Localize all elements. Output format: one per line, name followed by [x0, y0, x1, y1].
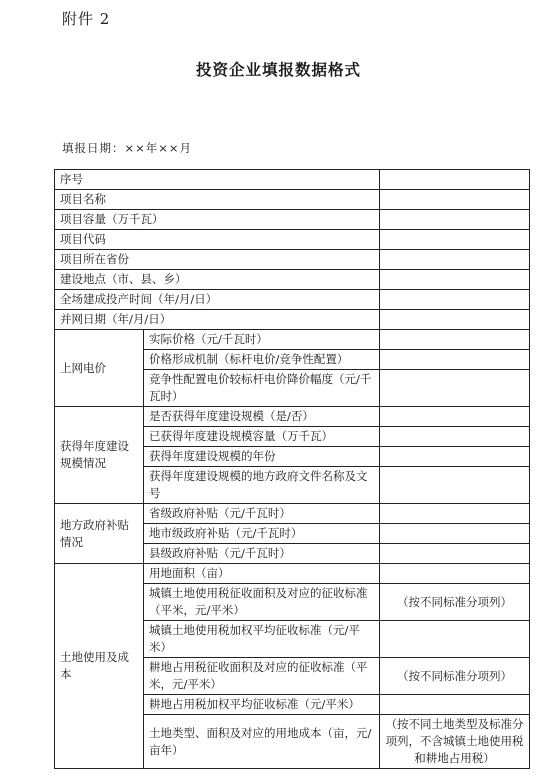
value-cell[interactable]	[380, 290, 530, 310]
row-label-farmland-tax-area: 耕地占用税征收面积及对应的征收标准（平米，元/平米）	[144, 658, 380, 695]
value-cell[interactable]	[380, 270, 530, 290]
value-cell[interactable]	[380, 350, 530, 370]
row-label-land-area: 用地面积（亩）	[144, 564, 380, 584]
table-row	[55, 290, 530, 310]
table-row	[55, 310, 530, 330]
table-row	[55, 230, 530, 250]
value-cell[interactable]	[380, 564, 530, 584]
report-date-line: 填报日期：××年××月	[62, 141, 193, 155]
table-row	[55, 270, 530, 290]
row-label-price-reduction: 竞争性配置电价较标杆电价降价幅度（元/千瓦时）	[144, 370, 380, 407]
value-cell[interactable]	[380, 695, 530, 715]
value-cell[interactable]	[380, 407, 530, 427]
row-label-scale-obtained: 是否获得年度建设规模（是/否）	[144, 407, 380, 427]
row-label-scale-document: 获得年度建设规模的地方政府文件名称及文号	[144, 467, 380, 504]
table-row	[55, 330, 530, 350]
value-cell[interactable]	[380, 250, 530, 270]
value-note-cell: （按不同标准分项列）	[380, 584, 530, 621]
group-label-grid-price: 上网电价	[55, 330, 144, 407]
value-cell[interactable]	[380, 621, 530, 658]
table-row	[55, 210, 530, 230]
table-row	[55, 564, 530, 584]
table-row	[55, 407, 530, 427]
value-cell[interactable]	[380, 310, 530, 330]
row-label-price-mechanism: 价格形成机制（标杆电价/竞争性配置）	[144, 350, 380, 370]
row-label-actual-price: 实际价格（元/千瓦时）	[144, 330, 380, 350]
row-label-grid-connection-date: 并网日期（年/月/日）	[55, 310, 380, 330]
row-label-project-code: 项目代码	[55, 230, 380, 250]
group-label-local-subsidy: 地方政府补贴情况	[55, 504, 144, 564]
table-row	[55, 504, 530, 524]
row-label-scale-capacity: 已获得年度建设规模容量（万千瓦）	[144, 427, 380, 447]
group-label-annual-scale: 获得年度建设规模情况	[55, 407, 144, 504]
value-cell[interactable]	[380, 447, 530, 467]
value-cell[interactable]	[380, 370, 530, 407]
row-label-land-type-cost: 土地类型、面积及对应的用地成本（亩，元/亩年）	[144, 715, 380, 769]
value-cell[interactable]	[380, 170, 530, 190]
value-note-cell: （按不同土地类型及标准分项列，不含城镇土地使用税和耕地占用税）	[380, 715, 530, 769]
value-cell[interactable]	[380, 544, 530, 564]
data-form-table	[54, 169, 530, 769]
row-label-scale-year: 获得年度建设规模的年份	[144, 447, 380, 467]
value-cell[interactable]	[380, 467, 530, 504]
value-note-cell: （按不同标准分项列）	[380, 658, 530, 695]
table-row	[55, 170, 530, 190]
row-label-urban-land-tax-avg: 城镇土地使用税加权平均征收标准（元/平米）	[144, 621, 380, 658]
row-label-urban-land-tax-area: 城镇土地使用税征收面积及对应的征收标准（平米，元/平米）	[144, 584, 380, 621]
row-label-serial-number: 序号	[55, 170, 380, 190]
table-row	[55, 250, 530, 270]
row-label-farmland-tax-avg: 耕地占用税加权平均征收标准（元/平米）	[144, 695, 380, 715]
value-cell[interactable]	[380, 427, 530, 447]
value-cell[interactable]	[380, 504, 530, 524]
table-row	[55, 190, 530, 210]
row-label-city-subsidy: 地市级政府补贴（元/千瓦时）	[144, 524, 380, 544]
row-label-project-capacity: 项目容量（万千瓦）	[55, 210, 380, 230]
row-label-provincial-subsidy: 省级政府补贴（元/千瓦时）	[144, 504, 380, 524]
value-cell[interactable]	[380, 190, 530, 210]
row-label-commissioning-date: 全场建成投产时间（年/月/日）	[55, 290, 380, 310]
value-cell[interactable]	[380, 210, 530, 230]
page-title: 投资企业填报数据格式	[195, 60, 361, 79]
row-label-county-subsidy: 县级政府补贴（元/千瓦时）	[144, 544, 380, 564]
group-label-land-use: 土地使用及成本	[55, 564, 144, 769]
value-cell[interactable]	[380, 230, 530, 250]
row-label-project-name: 项目名称	[55, 190, 380, 210]
attachment-label: 附件 2	[62, 10, 111, 28]
row-label-province: 项目所在省份	[55, 250, 380, 270]
row-label-construction-site: 建设地点（市、县、乡）	[55, 270, 380, 290]
value-cell[interactable]	[380, 524, 530, 544]
value-cell[interactable]	[380, 330, 530, 350]
